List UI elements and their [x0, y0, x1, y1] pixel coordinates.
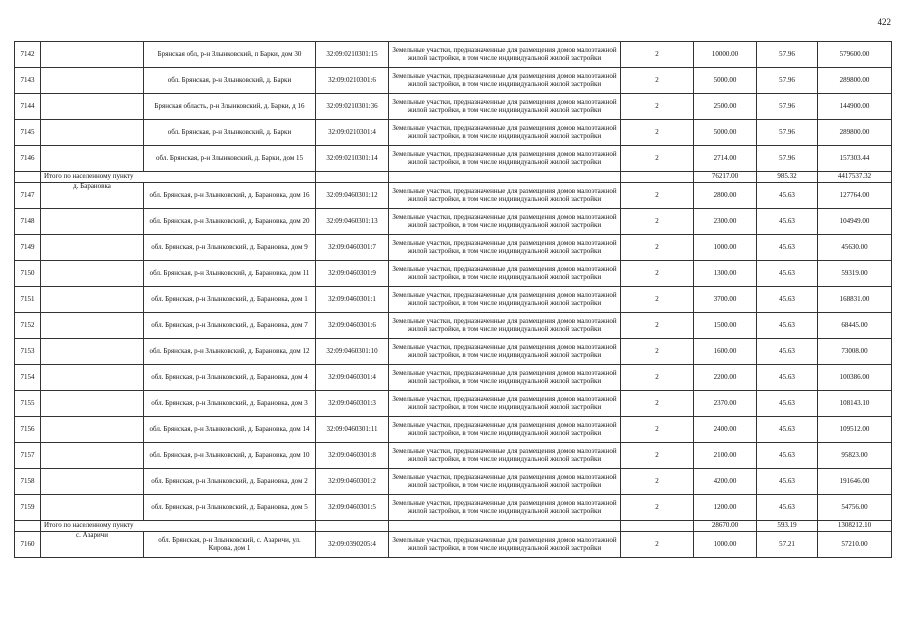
subtotal-cost: 1308212.10 — [818, 521, 892, 532]
row-number: 7145 — [15, 120, 41, 146]
row-number: 7148 — [15, 209, 41, 235]
subtotal-label: Итого по населенному пункту — [41, 521, 316, 532]
category-cell: 2 — [621, 68, 694, 94]
address-cell: обл. Брянская, р-н Злынковский, д. Барановка, дом 20 — [144, 209, 316, 235]
cadastral-number-cell: 32:09:0460301:3 — [316, 391, 389, 417]
table-row — [15, 313, 892, 339]
subtotal-empty — [389, 172, 621, 183]
area-cell: 2200.00 — [694, 365, 757, 391]
cadastral-number-cell: 32:09:0390205:4 — [316, 532, 389, 558]
category-cell: 2 — [621, 417, 694, 443]
land-registry-table — [14, 41, 892, 558]
cadastral-number-cell: 32:09:0210301:14 — [316, 146, 389, 172]
locality-cell — [41, 94, 144, 120]
area-cell: 2500.00 — [694, 94, 757, 120]
category-cell: 2 — [621, 94, 694, 120]
table-body — [15, 42, 892, 558]
locality-cell — [41, 391, 144, 417]
subtotal-label: Итого по населенному пункту — [41, 172, 316, 183]
rate-cell: 57.96 — [757, 120, 818, 146]
row-number: 7158 — [15, 469, 41, 495]
cost-cell: 95823.00 — [818, 443, 892, 469]
locality-cell — [41, 339, 144, 365]
row-number: 7146 — [15, 146, 41, 172]
category-cell: 2 — [621, 391, 694, 417]
rate-cell: 57.96 — [757, 68, 818, 94]
rate-cell: 45.63 — [757, 391, 818, 417]
locality-cell — [41, 261, 144, 287]
cadastral-number-cell: 32:09:0460301:12 — [316, 183, 389, 209]
subtotal-row — [15, 521, 892, 532]
table-row — [15, 417, 892, 443]
category-cell: 2 — [621, 469, 694, 495]
row-number: 7157 — [15, 443, 41, 469]
rate-cell: 45.63 — [757, 183, 818, 209]
locality-cell — [41, 532, 144, 558]
category-cell: 2 — [621, 42, 694, 68]
rate-cell: 57.96 — [757, 94, 818, 120]
subtotal-area: 76217.00 — [694, 172, 757, 183]
address-cell: обл. Брянская, р-н Злынковский, д. Барановка, дом 16 — [144, 183, 316, 209]
row-number: 7152 — [15, 313, 41, 339]
area-cell: 2370.00 — [694, 391, 757, 417]
row-number: 7156 — [15, 417, 41, 443]
locality-cell — [41, 183, 144, 209]
cadastral-number-cell: 32:09:0460301:1 — [316, 287, 389, 313]
table-row — [15, 287, 892, 313]
category-cell: 2 — [621, 235, 694, 261]
land-use-cell: Земельные участки, предназначенные для размещения домов малоэтажной жилой застройки, в том числе индивидуальной жилой застройки — [389, 469, 621, 495]
area-cell: 2300.00 — [694, 209, 757, 235]
address-cell: Брянская обл, р-н Злынковский, п Барки, дом 30 — [144, 42, 316, 68]
category-cell: 2 — [621, 495, 694, 521]
cadastral-number-cell: 32:09:0460301:13 — [316, 209, 389, 235]
table-row — [15, 183, 892, 209]
cadastral-number-cell: 32:09:0460301:8 — [316, 443, 389, 469]
address-cell: Брянская область, р-н Злынковский, д. Барки, д 16 — [144, 94, 316, 120]
land-use-cell: Земельные участки, предназначенные для размещения домов малоэтажной жилой застройки, в том числе индивидуальной жилой застройки — [389, 146, 621, 172]
cadastral-number-cell: 32:09:0210301:4 — [316, 120, 389, 146]
subtotal-empty — [621, 521, 694, 532]
table-row — [15, 261, 892, 287]
cadastral-number-cell: 32:09:0460301:10 — [316, 339, 389, 365]
cost-cell: 289800.00 — [818, 120, 892, 146]
address-cell: обл. Брянская, р-н Злынковский, д. Барановка, дом 5 — [144, 495, 316, 521]
address-cell: обл. Брянская, р-н Злынковский, д. Барановка, дом 14 — [144, 417, 316, 443]
land-use-cell: Земельные участки, предназначенные для размещения домов малоэтажной жилой застройки, в том числе индивидуальной жилой застройки — [389, 532, 621, 558]
category-cell: 2 — [621, 120, 694, 146]
land-use-cell: Земельные участки, предназначенные для размещения домов малоэтажной жилой застройки, в том числе индивидуальной жилой застройки — [389, 313, 621, 339]
area-cell: 2800.00 — [694, 183, 757, 209]
land-use-cell: Земельные участки, предназначенные для размещения домов малоэтажной жилой застройки, в том числе индивидуальной жилой застройки — [389, 68, 621, 94]
area-cell: 4200.00 — [694, 469, 757, 495]
land-use-cell: Земельные участки, предназначенные для размещения домов малоэтажной жилой застройки, в том числе индивидуальной жилой застройки — [389, 391, 621, 417]
subtotal-empty — [389, 521, 621, 532]
row-number: 7150 — [15, 261, 41, 287]
address-cell: обл. Брянская, р-н Злынковский, д. Барановка, дом 7 — [144, 313, 316, 339]
subtotal-area: 28670.00 — [694, 521, 757, 532]
address-cell: обл. Брянская, р-н Злынковский, д. Барки — [144, 68, 316, 94]
table-row — [15, 146, 892, 172]
row-number: 7149 — [15, 235, 41, 261]
category-cell: 2 — [621, 339, 694, 365]
cadastral-number-cell: 32:09:0460301:9 — [316, 261, 389, 287]
table-row — [15, 532, 892, 558]
address-cell: обл. Брянская, р-н Злынковский, д. Барановка, дом 9 — [144, 235, 316, 261]
category-cell: 2 — [621, 209, 694, 235]
category-cell: 2 — [621, 146, 694, 172]
table-row — [15, 339, 892, 365]
area-cell: 3700.00 — [694, 287, 757, 313]
subtotal-spacer — [15, 172, 41, 183]
table-row — [15, 120, 892, 146]
address-cell: обл. Брянская, р-н Злынковский, д. Барановка, дом 4 — [144, 365, 316, 391]
locality-cell — [41, 495, 144, 521]
table-row — [15, 68, 892, 94]
cadastral-number-cell: 32:09:0460301:4 — [316, 365, 389, 391]
land-use-cell: Земельные участки, предназначенные для размещения домов малоэтажной жилой застройки, в том числе индивидуальной жилой застройки — [389, 209, 621, 235]
rate-cell: 45.63 — [757, 417, 818, 443]
table-row — [15, 495, 892, 521]
cost-cell: 144900.00 — [818, 94, 892, 120]
row-number: 7160 — [15, 532, 41, 558]
address-cell: обл. Брянская, р-н Злынковский, д. Барки — [144, 120, 316, 146]
area-cell: 1000.00 — [694, 235, 757, 261]
land-use-cell: Земельные участки, предназначенные для размещения домов малоэтажной жилой застройки, в том числе индивидуальной жилой застройки — [389, 183, 621, 209]
locality-cell — [41, 209, 144, 235]
rate-cell: 45.63 — [757, 287, 818, 313]
category-cell: 2 — [621, 313, 694, 339]
row-number: 7159 — [15, 495, 41, 521]
cost-cell: 579600.00 — [818, 42, 892, 68]
cost-cell: 109512.00 — [818, 417, 892, 443]
locality-cell — [41, 146, 144, 172]
locality-name: д. Барановка — [73, 182, 111, 190]
cadastral-number-cell: 32:09:0460301:7 — [316, 235, 389, 261]
subtotal-row — [15, 172, 892, 183]
locality-cell — [41, 120, 144, 146]
cadastral-number-cell: 32:09:0460301:6 — [316, 313, 389, 339]
category-cell: 2 — [621, 287, 694, 313]
land-use-cell: Земельные участки, предназначенные для размещения домов малоэтажной жилой застройки, в том числе индивидуальной жилой застройки — [389, 495, 621, 521]
cost-cell: 45630.00 — [818, 235, 892, 261]
locality-cell — [41, 287, 144, 313]
locality-cell — [41, 469, 144, 495]
row-number: 7153 — [15, 339, 41, 365]
land-use-cell: Земельные участки, предназначенные для размещения домов малоэтажной жилой застройки, в том числе индивидуальной жилой застройки — [389, 287, 621, 313]
address-cell: обл. Брянская, р-н Злынковский, д. Барановка, дом 10 — [144, 443, 316, 469]
locality-cell — [41, 313, 144, 339]
address-cell: обл. Брянская, р-н Злынковский, д. Барановка, дом 3 — [144, 391, 316, 417]
land-use-cell: Земельные участки, предназначенные для размещения домов малоэтажной жилой застройки, в том числе индивидуальной жилой застройки — [389, 365, 621, 391]
table-row — [15, 209, 892, 235]
area-cell: 1200.00 — [694, 495, 757, 521]
area-cell: 2100.00 — [694, 443, 757, 469]
cadastral-number-cell: 32:09:0460301:5 — [316, 495, 389, 521]
address-cell: обл. Брянская, р-н Злынковский, д. Барки, дом 15 — [144, 146, 316, 172]
cost-cell: 168831.00 — [818, 287, 892, 313]
table-row — [15, 469, 892, 495]
area-cell: 2714.00 — [694, 146, 757, 172]
rate-cell: 45.63 — [757, 495, 818, 521]
row-number: 7144 — [15, 94, 41, 120]
cost-cell: 54756.00 — [818, 495, 892, 521]
table-row — [15, 235, 892, 261]
cost-cell: 157303.44 — [818, 146, 892, 172]
rate-cell: 57.96 — [757, 42, 818, 68]
area-cell: 1600.00 — [694, 339, 757, 365]
subtotal-cost: 4417537.32 — [818, 172, 892, 183]
cost-cell: 57210.00 — [818, 532, 892, 558]
rate-cell: 45.63 — [757, 235, 818, 261]
cadastral-number-cell: 32:09:0210301:36 — [316, 94, 389, 120]
subtotal-rate: 985.32 — [757, 172, 818, 183]
area-cell: 2400.00 — [694, 417, 757, 443]
locality-cell — [41, 443, 144, 469]
row-number: 7147 — [15, 183, 41, 209]
rate-cell: 45.63 — [757, 261, 818, 287]
land-use-cell: Земельные участки, предназначенные для размещения домов малоэтажной жилой застройки, в том числе индивидуальной жилой застройки — [389, 339, 621, 365]
category-cell: 2 — [621, 261, 694, 287]
locality-cell — [41, 365, 144, 391]
cost-cell: 108143.10 — [818, 391, 892, 417]
cost-cell: 68445.00 — [818, 313, 892, 339]
address-cell: обл. Брянская, р-н Злынковский, д. Барановка, дом 1 — [144, 287, 316, 313]
subtotal-empty — [316, 172, 389, 183]
cost-cell: 289800.00 — [818, 68, 892, 94]
subtotal-spacer — [15, 521, 41, 532]
land-use-cell: Земельные участки, предназначенные для размещения домов малоэтажной жилой застройки, в том числе индивидуальной жилой застройки — [389, 120, 621, 146]
land-use-cell: Земельные участки, предназначенные для размещения домов малоэтажной жилой застройки, в том числе индивидуальной жилой застройки — [389, 417, 621, 443]
locality-cell — [41, 42, 144, 68]
land-use-cell: Земельные участки, предназначенные для размещения домов малоэтажной жилой застройки, в том числе индивидуальной жилой застройки — [389, 94, 621, 120]
table-row — [15, 391, 892, 417]
land-use-cell: Земельные участки, предназначенные для размещения домов малоэтажной жилой застройки, в том числе индивидуальной жилой застройки — [389, 235, 621, 261]
row-number: 7154 — [15, 365, 41, 391]
rate-cell: 45.63 — [757, 313, 818, 339]
row-number: 7142 — [15, 42, 41, 68]
row-number: 7143 — [15, 68, 41, 94]
address-cell: обл. Брянская, р-н Злынковский, д. Барановка, дом 2 — [144, 469, 316, 495]
locality-cell — [41, 417, 144, 443]
area-cell: 1500.00 — [694, 313, 757, 339]
cadastral-number-cell: 32:09:0460301:11 — [316, 417, 389, 443]
cadastral-number-cell: 32:09:0460301:2 — [316, 469, 389, 495]
locality-name: с. Азаричи — [75, 531, 109, 539]
page-number: 422 — [877, 17, 891, 27]
area-cell: 10000.00 — [694, 42, 757, 68]
area-cell: 1000.00 — [694, 532, 757, 558]
land-use-cell: Земельные участки, предназначенные для размещения домов малоэтажной жилой застройки, в том числе индивидуальной жилой застройки — [389, 42, 621, 68]
rate-cell: 57.21 — [757, 532, 818, 558]
area-cell: 5000.00 — [694, 120, 757, 146]
subtotal-empty — [621, 172, 694, 183]
cost-cell: 191646.00 — [818, 469, 892, 495]
rate-cell: 45.63 — [757, 365, 818, 391]
cost-cell: 73008.00 — [818, 339, 892, 365]
table-row — [15, 365, 892, 391]
table-row — [15, 42, 892, 68]
area-cell: 1300.00 — [694, 261, 757, 287]
locality-cell — [41, 235, 144, 261]
address-cell: обл. Брянская, р-н Злынковский, с. Азаричи, ул. Кирова, дом 1 — [144, 532, 316, 558]
rate-cell: 45.63 — [757, 469, 818, 495]
land-use-cell: Земельные участки, предназначенные для размещения домов малоэтажной жилой застройки, в том числе индивидуальной жилой застройки — [389, 443, 621, 469]
cadastral-number-cell: 32:09:0210301:15 — [316, 42, 389, 68]
rate-cell: 57.96 — [757, 146, 818, 172]
row-number: 7155 — [15, 391, 41, 417]
table-row — [15, 443, 892, 469]
cost-cell: 59319.00 — [818, 261, 892, 287]
cost-cell: 104949.00 — [818, 209, 892, 235]
cadastral-number-cell: 32:09:0210301:6 — [316, 68, 389, 94]
row-number: 7151 — [15, 287, 41, 313]
cost-cell: 100386.00 — [818, 365, 892, 391]
category-cell: 2 — [621, 365, 694, 391]
category-cell: 2 — [621, 532, 694, 558]
area-cell: 5000.00 — [694, 68, 757, 94]
land-use-cell: Земельные участки, предназначенные для размещения домов малоэтажной жилой застройки, в том числе индивидуальной жилой застройки — [389, 261, 621, 287]
subtotal-empty — [316, 521, 389, 532]
rate-cell: 45.63 — [757, 443, 818, 469]
address-cell: обл. Брянская, р-н Злынковский, д. Барановка, дом 12 — [144, 339, 316, 365]
category-cell: 2 — [621, 443, 694, 469]
subtotal-rate: 593.19 — [757, 521, 818, 532]
cost-cell: 127764.00 — [818, 183, 892, 209]
rate-cell: 45.63 — [757, 209, 818, 235]
locality-cell — [41, 68, 144, 94]
rate-cell: 45.63 — [757, 339, 818, 365]
category-cell: 2 — [621, 183, 694, 209]
address-cell: обл. Брянская, р-н Злынковский, д. Барановка, дом 11 — [144, 261, 316, 287]
table-row — [15, 94, 892, 120]
